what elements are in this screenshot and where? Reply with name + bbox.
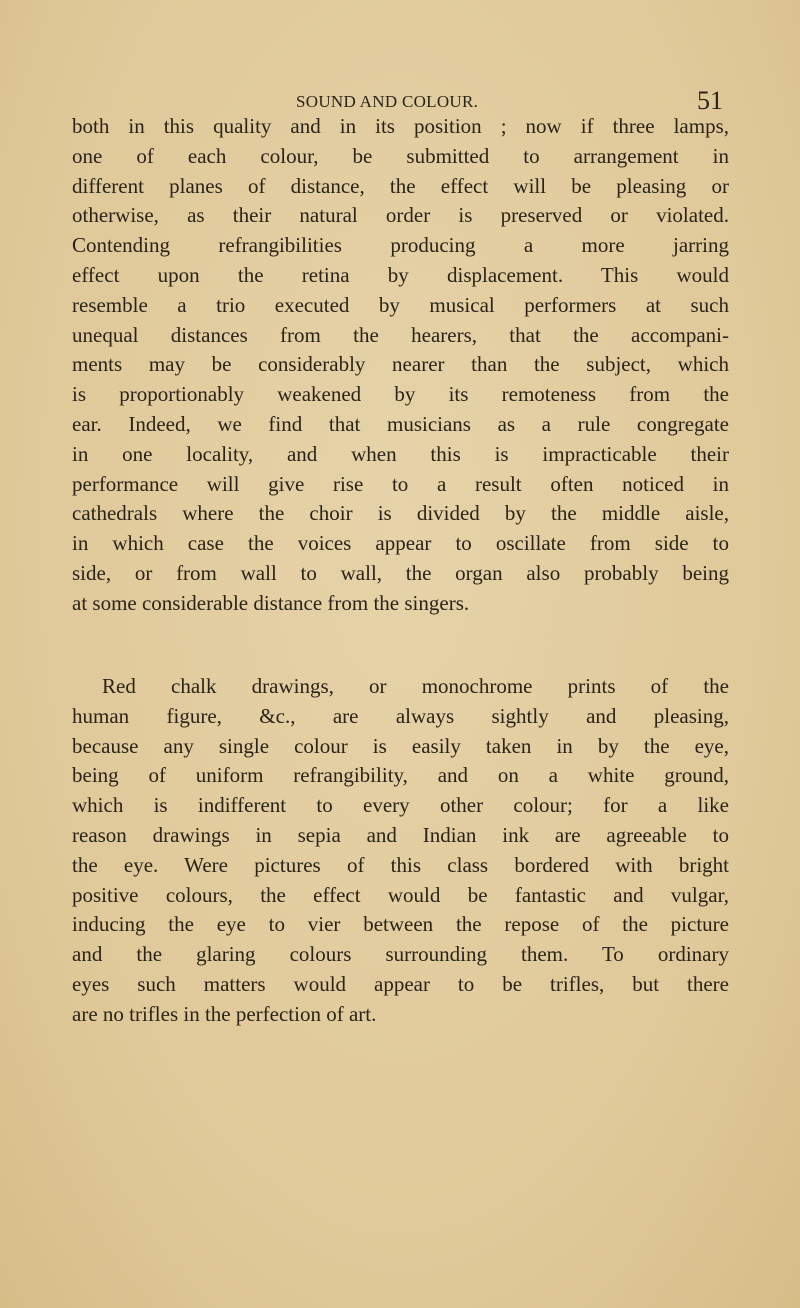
text-line: eyes such matters would appear to be trifles, but there	[72, 971, 729, 996]
paragraph-1	[72, 112, 729, 619]
text-line: and the glaring colours surrounding them. To ordinary	[72, 942, 729, 967]
paragraph-2	[72, 672, 729, 1030]
text-line: cathedrals where the choir is divided by the middle aisle,	[72, 501, 729, 526]
text-line: because any single colour is easily taken in by the eye,	[72, 733, 729, 758]
text-line: which is indifferent to every other colour; for a like	[72, 793, 729, 818]
text-line: Contending refrangibilities producing a more jarring	[72, 233, 729, 258]
running-title: SOUND AND COLOUR.	[296, 92, 479, 111]
text-line: effect upon the retina by displacement. This would	[72, 262, 729, 287]
text-line: performance will give rise to a result often noticed in	[72, 471, 729, 496]
text-line: resemble a trio executed by musical performers at such	[72, 292, 729, 317]
text-line: unequal distances from the hearers, that the accompani-	[72, 322, 729, 347]
text-line: at some considerable distance from the singers.	[72, 590, 470, 615]
text-line: different planes of distance, the effect will be pleasing or	[72, 173, 729, 198]
text-line: both in this quality and in its position ; now if three lamps,	[72, 114, 729, 138]
text-line: positive colours, the effect would be fantastic and vulgar,	[72, 882, 729, 907]
text-line: are no trifles in the perfection of art.	[72, 1001, 377, 1026]
text-line: inducing the eye to vier between the repose of the picture	[72, 912, 729, 937]
text-line: ments may be considerably nearer than the subject, which	[72, 352, 729, 377]
text-line: is proportionably weakened by its remoteness from the	[72, 382, 729, 407]
text-line: ear. Indeed, we find that musicians as a rule congregate	[72, 411, 729, 436]
text-line: in one locality, and when this is impracticable their	[72, 441, 729, 466]
text-line: human figure, &c., are always sightly and pleasing,	[72, 703, 729, 728]
text-line: in which case the voices appear to oscillate from side to	[72, 531, 729, 556]
text-line: reason drawings in sepia and Indian ink are agreeable to	[72, 822, 729, 847]
text-line: side, or from wall to wall, the organ also probably being	[72, 560, 729, 585]
text-line: otherwise, as their natural order is preserved or violated.	[72, 203, 729, 228]
text-line: the eye. Were pictures of this class bordered with bright	[72, 852, 729, 877]
text-line: Red chalk drawings, or monochrome prints of the	[102, 674, 729, 698]
text-line: one of each colour, be submitted to arrangement in	[72, 143, 729, 168]
page-number: 51	[697, 86, 723, 115]
text-line: being of uniform refrangibility, and on a white ground,	[72, 763, 729, 788]
